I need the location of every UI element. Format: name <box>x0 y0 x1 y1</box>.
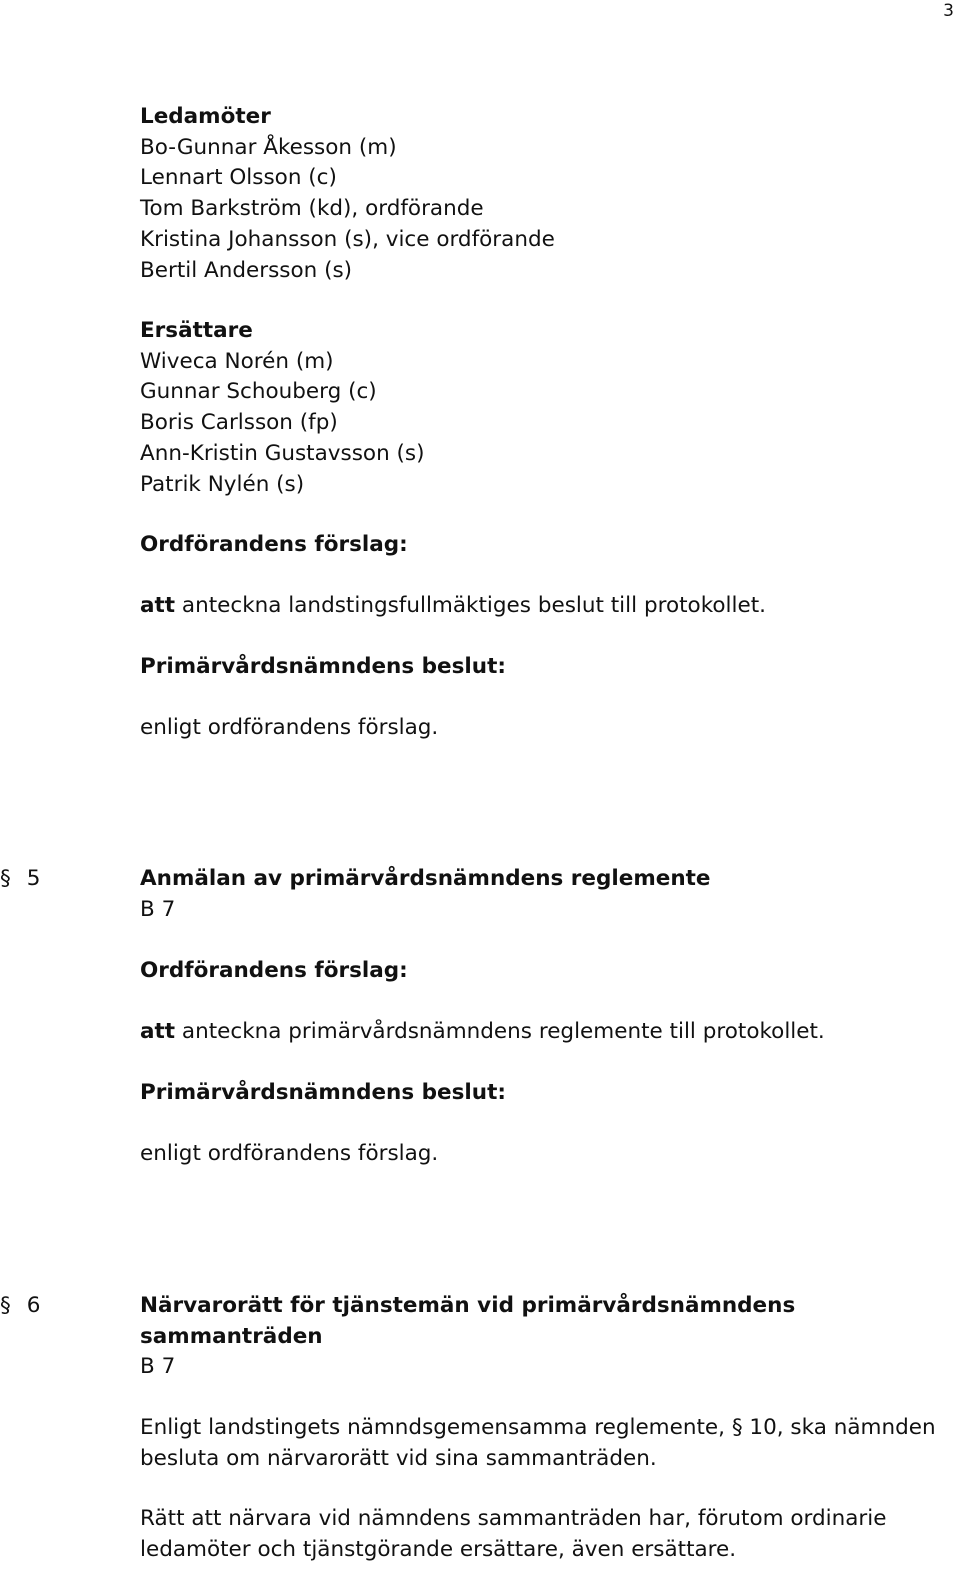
proposal-att: att <box>140 1019 176 1044</box>
decision-text: enligt ordförandens förslag. <box>140 1141 439 1166</box>
substitute-name: Wiveca Norén (m) <box>140 348 334 374</box>
substitutes-heading: Ersättare <box>140 318 253 343</box>
member-name: Lennart Olsson (c) <box>140 165 337 191</box>
paragraph-line: besluta om närvarorätt vid sina sammanträden. <box>140 1445 657 1471</box>
page-number: 3 <box>943 1 954 21</box>
member-name: Bertil Andersson (s) <box>140 257 353 283</box>
members-heading: Ledamöter <box>140 104 271 129</box>
decision-heading: Primärvårdsnämndens beslut: <box>140 1080 506 1105</box>
paragraph-line: ledamöter och tjänstgörande ersättare, även ersättare. <box>140 1536 737 1562</box>
proposal-body: anteckna primärvårdsnämndens reglemente till protokollet. <box>181 1019 825 1044</box>
section-6-title-line: sammanträden <box>140 1323 323 1349</box>
substitute-name: Patrik Nylén (s) <box>140 471 305 497</box>
substitute-name: Boris Carlsson (fp) <box>140 410 338 436</box>
members-list <box>140 102 950 286</box>
section-5-ref: B 7 <box>140 897 176 922</box>
member-name: Tom Barkström (kd), ordförande <box>140 196 484 222</box>
substitutes-list <box>140 316 950 500</box>
proposal-heading: Ordförandens förslag: <box>140 532 408 557</box>
member-name: Bo-Gunnar Åkesson (m) <box>140 134 397 160</box>
proposal-body: anteckna landstingsfullmäktiges beslut till protokollet. <box>181 593 766 618</box>
section-6-title-line: Närvarorätt för tjänstemän vid primärvårdsnämndens <box>140 1293 796 1318</box>
decision-text: enligt ordförandens förslag. <box>140 715 439 740</box>
paragraph-symbol: § <box>0 1293 11 1318</box>
section-number: 5 <box>26 866 41 891</box>
decision-heading: Primärvårdsnämndens beslut: <box>140 654 506 679</box>
section-number: 6 <box>26 1293 41 1318</box>
section-6-ref: B 7 <box>140 1354 176 1380</box>
proposal-text <box>140 591 950 622</box>
paragraph-text: Enligt landstingets nämndsgemensamma reglemente, <box>140 1415 725 1440</box>
section-6-title <box>140 1291 950 1383</box>
paragraph-line: Rätt att närvara vid nämndens sammanträden har, förutom ordinarie <box>140 1506 887 1531</box>
section-5-title: Anmälan av primärvårdsnämndens reglemente <box>140 866 711 891</box>
proposal-text <box>140 1017 950 1048</box>
proposal-heading: Ordförandens förslag: <box>140 958 408 983</box>
paragraph-symbol: § <box>0 866 11 891</box>
section-5-marker <box>0 864 40 895</box>
member-name: Kristina Johansson (s), vice ordförande <box>140 226 555 252</box>
section-6-paragraph-2 <box>140 1504 950 1565</box>
paragraph-text: 10, ska nämnden <box>749 1415 936 1440</box>
section-6-paragraph-1 <box>140 1413 950 1474</box>
paragraph-line <box>140 1413 950 1444</box>
substitute-name: Ann-Kristin Gustavsson (s) <box>140 440 425 466</box>
proposal-att: att <box>140 593 176 618</box>
section-6-marker <box>0 1291 40 1322</box>
paragraph-symbol: § <box>731 1415 743 1440</box>
substitute-name: Gunnar Schouberg (c) <box>140 379 377 405</box>
